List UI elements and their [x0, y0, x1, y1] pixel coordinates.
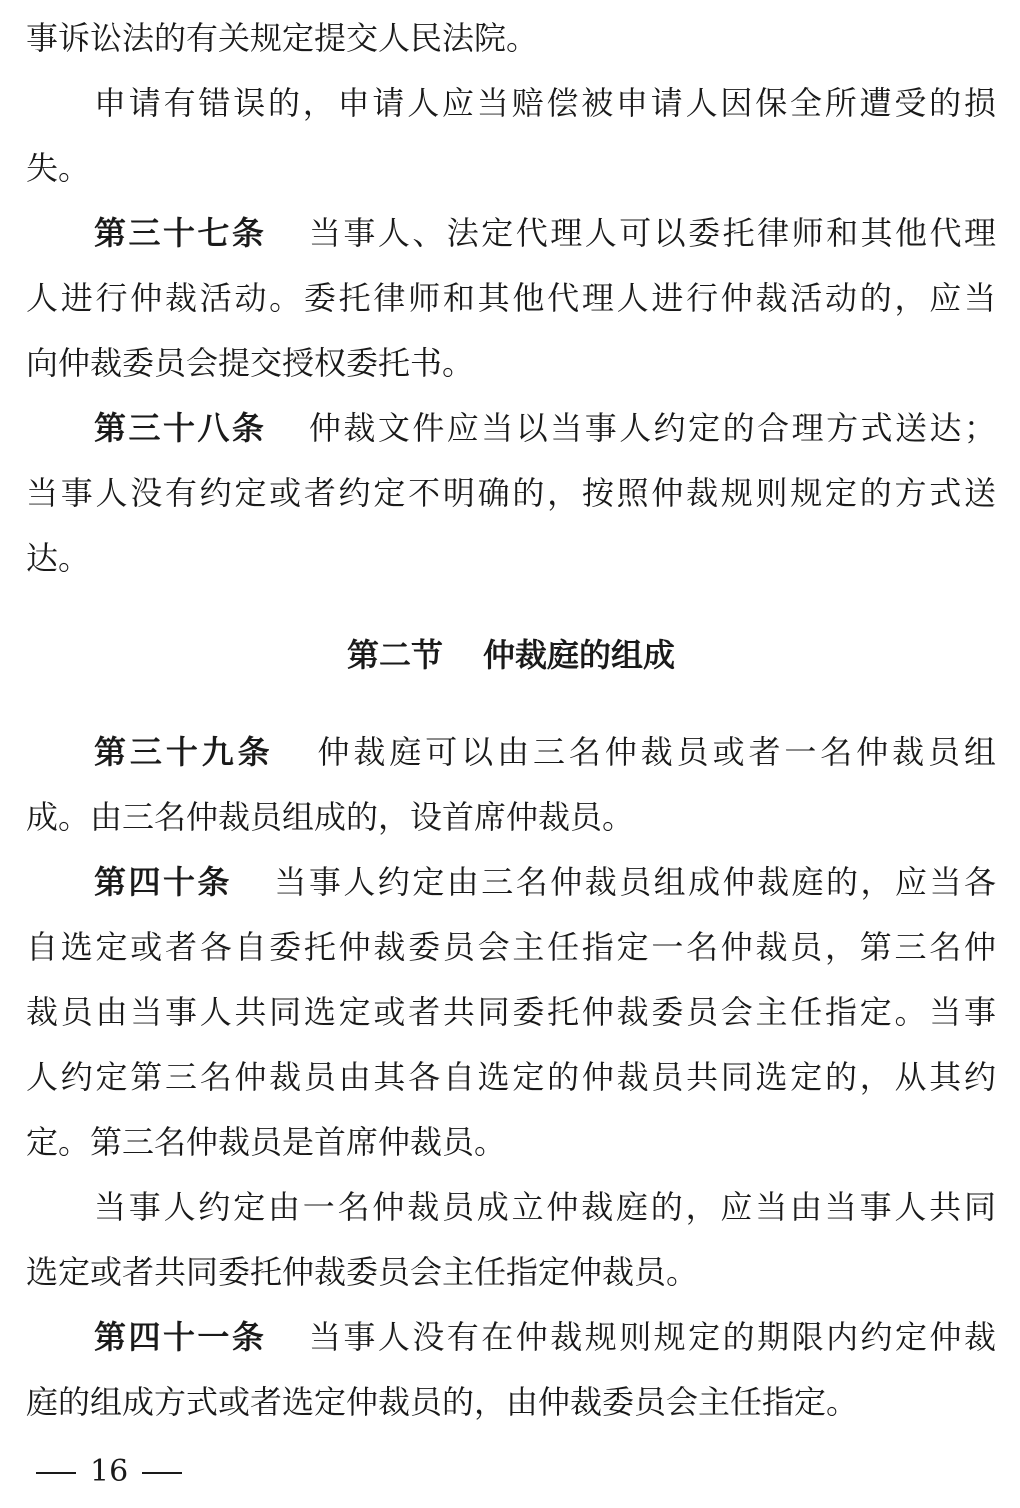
article-37-text: 当事人、法定代理人可以委托律师和其他代理 [306, 214, 996, 252]
article-40-text: 当事人约定由三名仲裁员组成仲裁庭的，应当各 [271, 863, 996, 901]
page-number: 16 [90, 1454, 129, 1489]
section-label: 第二节 [346, 636, 443, 674]
article-41-title: 第四十一条 [94, 1318, 267, 1356]
article-39-text: 仲裁庭可以由三名仲裁员或者一名仲裁员组 [313, 733, 996, 771]
article-41-line [26, 1305, 996, 1370]
paragraph-line: 当事人没有约定或者约定不明确的，按照仲裁规则规定的方式送 [26, 474, 996, 512]
paragraph-line: 人进行仲裁活动。委托律师和其他代理人进行仲裁活动的，应当 [26, 279, 996, 317]
article-38-line [26, 396, 996, 461]
section-title: 仲裁庭的组成 [483, 636, 676, 674]
paragraph-line: 向仲裁委员会提交授权委托书。 [26, 344, 475, 382]
paragraph-line: 当事人约定由一名仲裁员成立仲裁庭的，应当由当事人共同 [94, 1188, 996, 1226]
paragraph-line: 定。第三名仲裁员是首席仲裁员。 [26, 1123, 507, 1161]
paragraph-line: 裁员由当事人共同选定或者共同委托仲裁委员会主任指定。当事 [26, 993, 996, 1031]
article-39-title: 第三十九条 [94, 733, 274, 771]
article-37-line [26, 201, 996, 266]
paragraph-line: 自选定或者各自委托仲裁委员会主任指定一名仲裁员，第三名仲 [26, 928, 996, 966]
paragraph-line: 成。由三名仲裁员组成的，设首席仲裁员。 [26, 798, 635, 836]
article-41-text: 当事人没有在仲裁规则规定的期限内约定仲裁 [306, 1318, 996, 1356]
paragraph-line: 庭的组成方式或者选定仲裁员的，由仲裁委员会主任指定。 [26, 1383, 859, 1421]
section-heading [26, 623, 996, 688]
paragraph-line: 选定或者共同委托仲裁委员会主任指定仲裁员。 [26, 1253, 699, 1291]
paragraph-line: 申请有错误的，申请人应当赔偿被申请人因保全所遭受的损 [94, 84, 996, 122]
footer-dash-right [142, 1472, 182, 1474]
article-38-text: 仲裁文件应当以当事人约定的合理方式送达； [306, 409, 996, 447]
document-page [26, 6, 996, 1435]
page-footer [36, 1450, 182, 1494]
footer-dash-left [36, 1472, 76, 1474]
article-40-title: 第四十条 [94, 863, 232, 901]
article-40-line [26, 850, 996, 915]
article-39-line [26, 720, 996, 785]
paragraph-line: 事诉讼法的有关规定提交人民法院。 [26, 19, 539, 57]
paragraph-line: 失。 [26, 149, 91, 187]
paragraph-line: 达。 [26, 539, 91, 577]
article-37-title: 第三十七条 [94, 214, 267, 252]
article-38-title: 第三十八条 [94, 409, 267, 447]
paragraph-line: 人约定第三名仲裁员由其各自选定的仲裁员共同选定的，从其约 [26, 1058, 996, 1096]
